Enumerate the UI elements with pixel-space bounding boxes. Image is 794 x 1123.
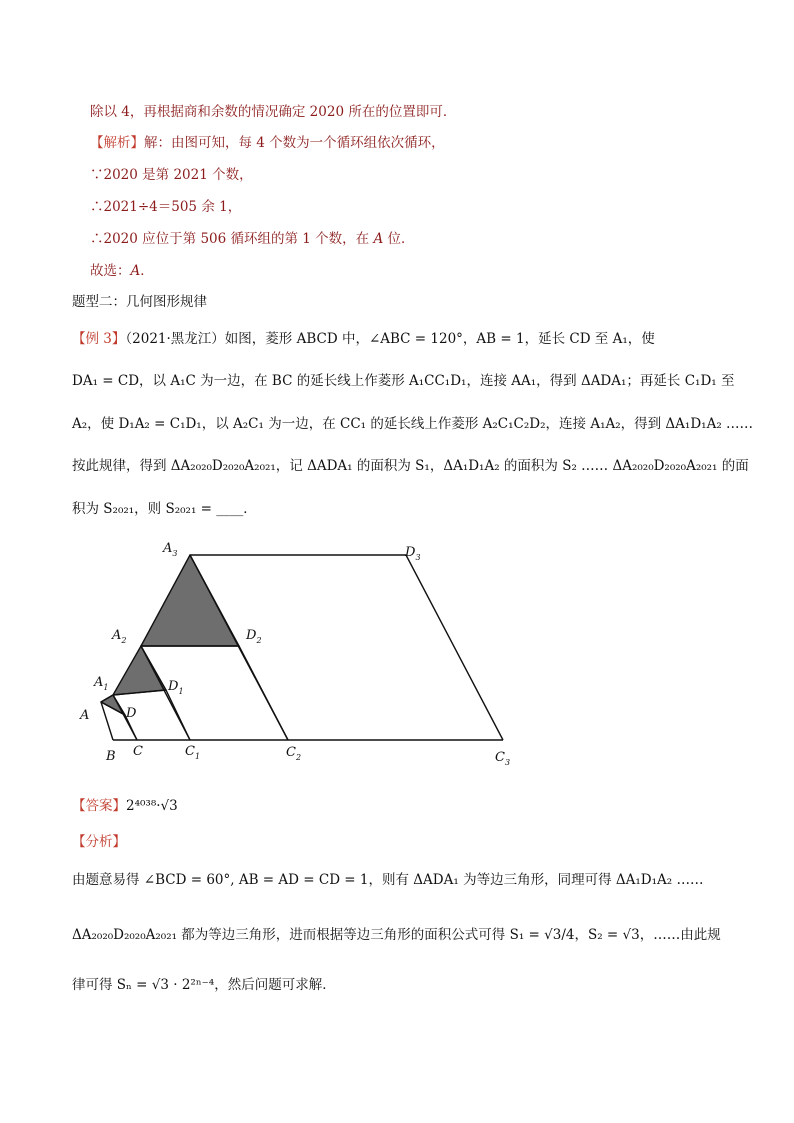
triangle-A2D2A3: [141, 555, 239, 646]
analysis-header-tag: 【分析】: [72, 834, 126, 850]
triangle-A1D1A2: [113, 646, 166, 695]
label-A1: $A_1$: [94, 675, 109, 692]
analysis-header: [72, 832, 126, 852]
answer-tag: 【答案】: [72, 798, 126, 814]
solution-line-1: 除以 4，再根据商和余数的情况确定 2020 所在的位置即可．: [90, 104, 457, 120]
example-line-5: 积为 S₂₀₂₁，则 S₂₀₂₁ = ____．: [72, 501, 257, 517]
label-A3: $A_3$: [163, 541, 178, 558]
section-title: 题型二：几何图形规律: [72, 294, 207, 310]
label-D3: $D_3$: [405, 545, 421, 562]
label-D1: $D_1$: [168, 679, 184, 696]
answer-text: 2⁴⁰³⁸·√3: [126, 798, 178, 814]
analysis-line-1: 由题意易得 ∠BCD = 60°, AB = AD = CD = 1，则有 ΔADA₁ 为等边三角形，同理可得 ΔA₁D₁A₂ ……: [72, 872, 704, 888]
example-line-1: [72, 329, 655, 349]
analysis-line-3: 律可得 Sₙ = √3 · 2²ⁿ⁻⁴，然后问题可求解．: [72, 977, 336, 993]
solution-line-2: [90, 133, 445, 153]
label-A: A: [80, 708, 90, 723]
label-C3: $C_3$: [495, 750, 511, 767]
analysis-tag: 【解析】: [90, 135, 144, 151]
label-C2: $C_2$: [286, 745, 302, 762]
label-D2: $D_2$: [246, 628, 262, 645]
example-line-1-text: （2021·黑龙江）如图，菱形 ABCD 中，∠ABC = 120°，AB = 1，延长 CD 至 A₁，使: [125, 331, 655, 347]
rhombus-A3C2C3D3: [190, 555, 503, 740]
label-C: C: [133, 744, 143, 759]
label-C1: $C_1$: [185, 744, 201, 761]
solution-line-3: ∵2020 是第 2021 个数，: [90, 167, 253, 183]
example-line-4: 按此规律，得到 ΔA₂₀₂₀D₂₀₂₀A₂₀₂₁，记 ΔADA₁ 的面积为 S₁，ΔA₁D₁A₂ 的面积为 S₂ …… ΔA₂₀₂₀D₂₀₂₀A₂₀₂₁ 的面: [72, 458, 749, 474]
solution-line-5a: ∴2020 应位于第 506 循环组的第 1 个数，在: [90, 231, 374, 247]
example-tag: 【例 3】: [72, 331, 126, 347]
solution-line-5b: A: [373, 231, 384, 247]
example-line-2: DA₁ = CD，以 A₁C 为一边，在 BC 的延长线上作菱形 A₁CC₁D₁，连接 AA₁，得到 ΔADA₁；再延长 C₁D₁ 至: [72, 373, 735, 389]
rhombus-figure: [70, 535, 530, 770]
rhombus-A2C1C2D2: [141, 646, 288, 740]
answer-line: [72, 796, 178, 816]
solution-line-4: ∴2021÷4＝505 余 1，: [90, 199, 242, 215]
label-A2: $A_2$: [112, 628, 127, 645]
solution-line-6: [90, 261, 154, 281]
solution-line-5c: 位．: [383, 231, 415, 247]
analysis-line-2: ΔA₂₀₂₀D₂₀₂₀A₂₀₂₁ 都为等边三角形，进而根据等边三角形的面积公式可得 S₁ = √3/4，S₂ = √3，……由此规: [72, 927, 721, 943]
example-line-3: A₂，使 D₁A₂ = C₁D₁，以 A₂C₁ 为一边，在 CC₁ 的延长线上作菱形 A₂C₁C₂D₂，连接 A₁A₂，得到 ΔA₁D₁A₂ ……: [72, 416, 754, 432]
label-D: D: [126, 706, 137, 721]
solution-line-6c: ．: [140, 263, 154, 279]
solution-line-6a: 故选：: [90, 263, 131, 279]
solution-line-6b: A: [130, 263, 141, 279]
solution-line-2-text: 解：由图可知，每 4 个数为一个循环组依次循环，: [144, 135, 445, 151]
solution-line-5: [90, 229, 415, 249]
label-B: B: [106, 749, 116, 764]
